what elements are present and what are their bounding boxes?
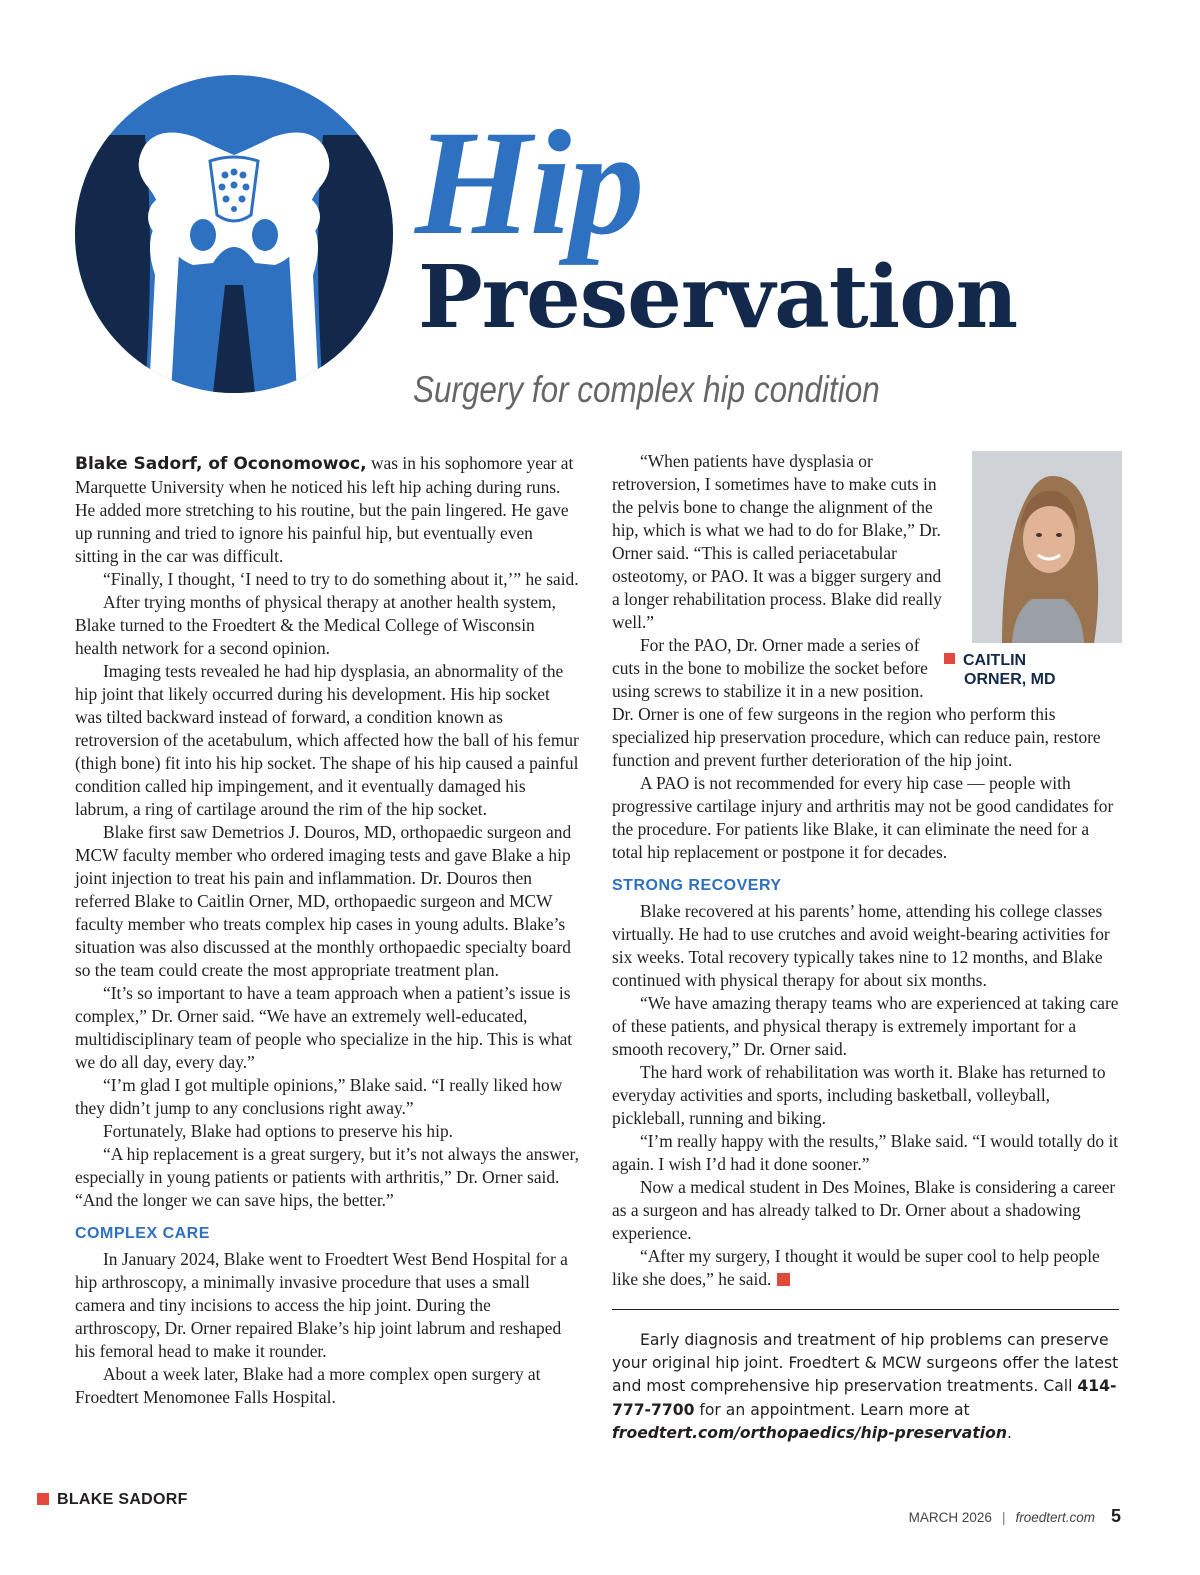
paragraph: “Finally, I thought, ‘I need to try to do something about it,’” he said. bbox=[103, 569, 579, 589]
paragraph: “When patients have dysplasia or retroversion, I sometimes have to make cuts in the pelvis bone to change the alignment of the hip, which is what we had to do for Blake,” Dr. Orner said. “This is called periacetabular osteotomy, or PAO. It was a bigger surgery and a longer rehabilitation process. Blake did really well.” bbox=[612, 451, 942, 632]
caption-marker bbox=[944, 653, 955, 664]
section-heading-strong-recovery: STRONG RECOVERY bbox=[612, 877, 782, 894]
footer-separator: | bbox=[1001, 1510, 1006, 1525]
paragraph: Imaging tests revealed he had hip dysplasia, an abnormality of the hip joint that likely occurred during his development. His hip socket was tilted backward instead of forward, a condition known as retroversion of the acetabulum, which affected how the ball of his femur (thigh bone) fit into his hip socket. The shape of his hip caused a painful condition called hip impingement, and it eventually damaged his labrum, a ring of cartilage around the rim of the hip socket. bbox=[75, 661, 579, 819]
paragraph: About a week later, Blake had a more complex open surgery at Froedtert Menomonee Falls Hospital. bbox=[75, 1364, 541, 1407]
title-preservation: Preservation bbox=[418, 247, 1018, 348]
page-footer bbox=[909, 1506, 1121, 1527]
article-column-left bbox=[75, 452, 580, 1409]
photo-credit bbox=[37, 1491, 188, 1509]
paragraph: “We have amazing therapy teams who are experienced at taking care of these patients, and physical therapy is extremely important for a smooth recovery,” Dr. Orner said. bbox=[612, 993, 1119, 1059]
paragraph: “It’s so important to have a team approach when a patient’s issue is complex,” Dr. Orner said. “We have an extremely well-educated, multidisciplinary team of people who specialize in the hip. This is what we do all day, every day.” bbox=[75, 983, 573, 1072]
subtitle: Surgery for complex hip condition bbox=[413, 369, 880, 410]
photo-caption bbox=[944, 651, 1122, 699]
page-number: 5 bbox=[1110, 1506, 1121, 1526]
cta-text: for an appointment. Learn more at bbox=[694, 1400, 970, 1419]
issue-date: MARCH 2026 bbox=[908, 1510, 992, 1525]
paragraph: After trying months of physical therapy at another health system, Blake turned to the Froedtert & the Medical College of Wisconsin health network for a second opinion. bbox=[75, 592, 557, 658]
paragraph: “After my surgery, I thought it would be super cool to help people like she does,” he said. bbox=[612, 1246, 1100, 1289]
paragraph: Fortunately, Blake had options to preserve his hip. bbox=[103, 1121, 454, 1141]
paragraph: Blake recovered at his parents’ home, attending his college classes virtually. He had to use crutches and avoid weight-bearing activities for six weeks. Total recovery typically takes nine to 12 months, and Blake continued with physical therapy for about six months. bbox=[612, 901, 1110, 990]
caption-credentials: ORNER, MD bbox=[964, 671, 1056, 688]
lead-in: Blake Sadorf, of Oconomowoc, bbox=[75, 454, 367, 474]
portrait-image bbox=[972, 451, 1122, 643]
title-hip: Hip bbox=[415, 100, 643, 266]
caption-name: CAITLIN bbox=[963, 652, 1027, 669]
paragraph: The hard work of rehabilitation was worth it. Blake has returned to everyday activities and sports, including basketball, volleyball, pickleball, running and biking. bbox=[612, 1062, 1106, 1128]
article-column-right bbox=[612, 450, 1122, 1291]
paragraph: For the PAO, Dr. Orner made a series of cuts in the bone to mobilize the socket before using screws to stabilize it in a new position. Dr. Orner is one of few surgeons in the region who perform this specialized hip preservation procedure, which can reduce pain, restore function and prevent further deterioration of the hip joint. bbox=[612, 635, 1101, 770]
phone-link[interactable]: 414-777-7700 bbox=[612, 1377, 1117, 1419]
end-mark-icon bbox=[777, 1273, 790, 1286]
divider bbox=[612, 1309, 1119, 1310]
paragraph: “I’m glad I got multiple opinions,” Blake said. “I really liked how they didn’t jump to any conclusions right away.” bbox=[75, 1075, 563, 1118]
paragraph: Now a medical student in Des Moines, Blake is considering a career as a surgeon and has already talked to Dr. Orner about a shadowing experience. bbox=[612, 1177, 1116, 1243]
credit-marker bbox=[37, 1493, 49, 1505]
call-to-action bbox=[612, 1329, 1122, 1445]
portrait-photo bbox=[972, 451, 1122, 643]
url-link[interactable]: froedtert.com/orthopaedics/hip-preservation bbox=[612, 1423, 1007, 1442]
paragraph: “I’m really happy with the results,” Blake said. “I would totally do it again. I wish I’d had it done sooner.” bbox=[612, 1131, 1119, 1174]
cta-text: Early diagnosis and treatment of hip problems can preserve your original hip joint. Froedtert & MCW surgeons offer the latest and most comprehensive hip preservation treatments. Call bbox=[612, 1331, 1119, 1396]
paragraph: Blake first saw Demetrios J. Douros, MD, orthopaedic surgeon and MCW faculty member who ordered imaging tests and gave Blake a hip joint injection to treat his pain and inflammation. Dr. Douros then referred Blake to Caitlin Orner, MD, orthopaedic surgeon and MCW faculty member who treats complex hip cases in young adults. Blake’s situation was also discussed at the monthly orthopaedic specialty board so the team could create the most appropriate treatment plan. bbox=[75, 822, 572, 980]
hip-pelvis-logo-icon bbox=[75, 75, 393, 393]
cta-text: . bbox=[1006, 1423, 1012, 1442]
paragraph: was in his sophomore year at Marquette University when he noticed his left hip aching during runs. He added more stretching to his routine, but the pain lingered. He gave up running and tried to ignore his painful hip, but eventually even sitting in the car was difficult. bbox=[75, 453, 574, 566]
photo-credit-name: BLAKE SADORF bbox=[57, 1491, 188, 1508]
section-heading-complex-care: COMPLEX CARE bbox=[75, 1225, 210, 1242]
paragraph: “A hip replacement is a great surgery, but it’s not always the answer, especially in young patients or patients with arthritis,” Dr. Orner said. “And the longer we can save hips, the better.” bbox=[75, 1144, 579, 1210]
paragraph: In January 2024, Blake went to Froedtert West Bend Hospital for a hip arthroscopy, a minimally invasive procedure that uses a small camera and tiny incisions to access the hip joint. During the arthroscopy, Dr. Orner repaired Blake’s hip joint labrum and reshaped his femoral head to make it rounder. bbox=[75, 1249, 568, 1361]
paragraph: A PAO is not recommended for every hip case — people with progressive cartilage injury and arthritis may not be good candidates for the procedure. For patients like Blake, it can eliminate the need for a total hip replacement or postpone it for decades. bbox=[612, 773, 1114, 862]
footer-site-link[interactable]: froedtert.com bbox=[1015, 1510, 1095, 1525]
